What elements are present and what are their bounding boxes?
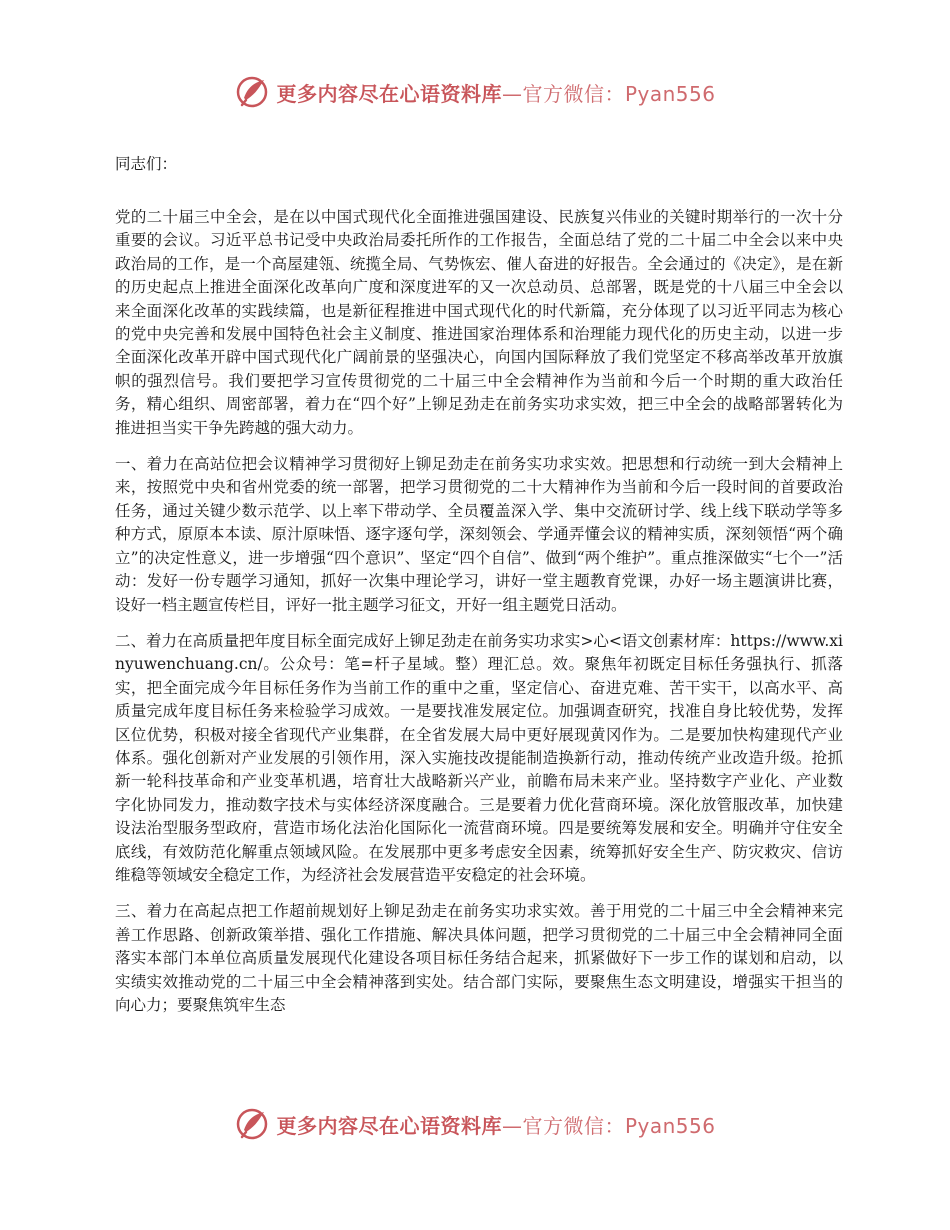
banner-text [276,1110,715,1139]
banner-inner [234,1106,715,1142]
banner-suffix-text: 官方微信：Pyan556 [522,1113,716,1138]
salutation: 同志们： [115,155,178,173]
leaf-logo-icon [234,74,270,110]
header-banner [0,70,950,114]
paragraph-intro: 党的二十届三中全会，是在以中国式现代化全面推进强国建设、民族复兴伟业的关键时期举行的一次十分重要的会议。习近平总书记受中央政治局委托所作的工作报告，全面总结了党的二十届二中全会以来中央政治局的工作，是一个高屋建瓴、统揽全局、气势恢宏、催人奋进的好报告。全会通过的《决定》，是在新的历史起点上推进全面深化改革向广度和深度进军的又一次总动员、总部署，既是党的十八届三中全会以来全面深化改革的实践续篇，也是新征程推进中国式现代化的时代新篇，充分体现了以习近平同志为核心的党中央完善和发展中国特色社会主义制度、推进国家治理体系和治理能力现代化的历史主动，以进一步全面深化改革开辟中国式现代化广阔前景的坚强决心，向国内国际释放了我们党坚定不移高举改革开放旗帜的强烈信号。我们要把学习宣传贯彻党的二十届三中全会精神作为当前和今后一个时期的重大政治任务，精心组织、周密部署，着力在“四个好”上铆足劲走在前务实功求实效，把三中全会的战略部署转化为推进担当实干争先跨越的强大动力。 [115,208,843,437]
banner-text [276,78,715,107]
banner-dash: — [501,81,523,106]
document-body [115,206,843,1030]
banner-main-text: 更多内容尽在心语资料库 [276,81,502,106]
footer-banner [0,1102,950,1146]
paragraph-section-3: 三、着力在高起点把工作超前规划好上铆足劲走在前务实功求实效。善于用党的二十届三中全会精神来完善工作思路、创新政策举措、强化工作措施、解决具体问题，把学习贯彻党的二十届三中全会精神同全面落实本部门本单位高质量发展现代化建设各项目标任务结合起来，抓紧做好下一步工作的谋划和启动，以实绩实效推动党的二十届三中全会精神落到实处。结合部门实际，要聚焦生态文明建设，增强实干担当的向心力；要聚焦筑牢生态 [115,902,843,1014]
leaf-logo-icon [234,1106,270,1142]
paragraph-section-2: 二、着力在高质量把年度目标全面完成好上铆足劲走在前务实功求实>心<语文创素材库：https://www.xinyuwenchuang.cn/。公众号：笔=杆子星域。整）理汇总。效。聚焦年初既定目标任务强执行、抓落实，把全面完成今年目标任务作为当前工作的重中之重，坚定信心、奋进克难、苦干实干，以高水平、高质量完成年度目标任务来检验学习成效。一是要找准发展定位。加强调查研究，找准自身比较优势，发挥区位优势，积极对接全省现代产业集群，在全省发展大局中更好展现黄冈作为。二是要加快构建现代产业体系。强化创新对产业发展的引领作用，深入实施技改提能制造换新行动，推动传统产业改造升级。抢抓新一轮科技革命和产业变革机遇，培育壮大战略新兴产业，前瞻布局未来产业。坚持数字产业化、产业数字化协同发力，推动数字技术与实体经济深度融合。三是要着力优化营商环境。深化放管服改革，加快建设法治型服务型政府，营造市场化法治化国际化一流营商环境。四是要统筹发展和安全。明确并守住安全底线，有效防范化解重点领域风险。在发展那中更多考虑安全因素，统筹抓好安全生产、防灾救灾、信访维稳等领域安全稳定工作，为经济社会发展营造平安稳定的社会环境。 [115,631,843,884]
banner-inner [234,74,715,110]
banner-main-text: 更多内容尽在心语资料库 [276,1113,502,1138]
paragraph-section-1: 一、着力在高站位把会议精神学习贯彻好上铆足劲走在前务实功求实效。把思想和行动统一到大会精神上来，按照党中央和省州党委的统一部署，把学习贯彻党的二十大精神作为当前和今后一段时间的首要政治任务，通过关键少数示范学、以上率下带动学、全员覆盖深入学、集中交流研讨学、线上线下联动学等多种方式，原原本本读、原汁原味悟、逐字逐句学，深刻领会、学通弄懂会议的精神实质，深刻领悟“两个确立”的决定性意义，进一步增强“四个意识”、坚定“四个自信”、做到“两个维护”。重点推深做实“七个一”活动：发好一份专题学习通知，抓好一次集中理论学习，讲好一堂主题教育党课，办好一场主题演讲比赛，设好一档主题宣传栏目，评好一批主题学习征文，开好一组主题党日活动。 [115,455,843,614]
banner-suffix-text: 官方微信：Pyan556 [522,81,716,106]
banner-dash: — [501,1113,523,1138]
